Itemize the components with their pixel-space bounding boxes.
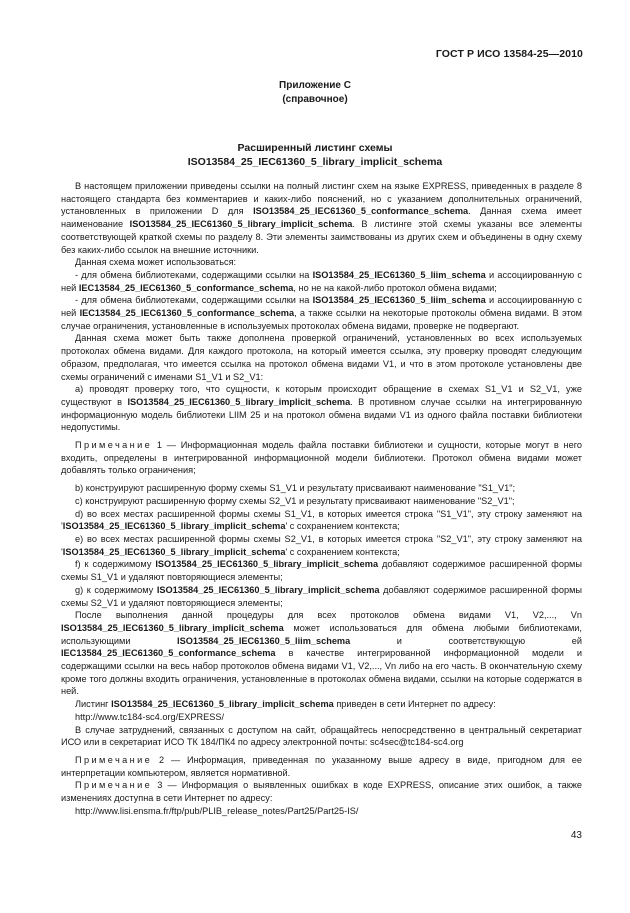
- document-body: [61, 180, 582, 817]
- after-procedure-paragraph: После выполнения данной процедуры для всех протоколов обмена видами V1, V2,..., Vn ISO13584_25_IEC61360_5_library_implicit_schema может использоваться для обмена любыми библиотеками, использующими ISO13584_25_IEC61360_5_liim_schema и соответствующую ей IEC13584_25_IEC61360_5_conformance_schema в качестве интегрированной информационной модели и содержащими ссылки на весь набор протоколов обмена видами V1, V2,..., Vn либо на его часть. В окончательную схему кроме того должны входить ограничения, установленные в протоколах обмена видами, ссылки на которые содержатся в ней.: [61, 610, 582, 697]
- list-item-f: f) к содержимому ISO13584_25_IEC61360_5_library_implicit_schema добавляют содержимое расширенной формы схемы S1_V1 и удаляют повторяющиеся элементы;: [61, 559, 582, 583]
- annex-heading: [0, 79, 630, 107]
- section-title-line1: Расширенный листинг схемы: [237, 142, 393, 154]
- list-item-d: d) во всех местах расширенной формы схемы S1_V1, в которых имеется строка "S1_V1", эту строку заменяют на 'ISO13584_25_IEC61360_5_library_implicit_schema' с сохранением контекста;: [61, 508, 582, 532]
- check-paragraph: Данная схема может быть также дополнена проверкой ограничений, установленных во всех используемых протоколах обмена видами. Для каждого протокола, на который имеется ссылка, эту проверку проводят следующим образом, предполагая, что имеется ссылка на протокол обмена видами V1, и что в этом протоколе установлены две схемы ограничений с именами S1_V1 и S2_V1:: [61, 333, 582, 382]
- list-item-c: с) конструируют расширенную форму схемы S2_V1 и результату присваивают наименование "S2_V1";: [75, 495, 515, 506]
- section-title: [0, 141, 630, 169]
- page-number: 43: [570, 830, 582, 841]
- section-title-line2: ISO13584_25_IEC61360_5_library_implicit_schema: [187, 156, 443, 168]
- use-item-1: - для обмена библиотеками, содержащими ссылки на ISO13584_25_IEC61360_5_liim_schema и ассоциированную с ней IEC13584_25_IEC61360_5_conformance_schema, но не на какой-либо протокол обмена видами;: [61, 269, 582, 293]
- note-1: Примечание 1 — Информационная модель файла поставки библиотеки и сущности, которые могут в него входить, определены в интегрированной информационной модели библиотеки. Протокол обмена видами может добавлять только ограничения;: [61, 440, 582, 476]
- list-item-b: b) конструируют расширенную форму схемы S1_V1 и результату присваивают наименование "S1_V1";: [75, 483, 516, 494]
- annex-subtitle: (справочное): [282, 94, 348, 105]
- note-3: Примечание 3 — Информация о выявленных ошибках в коде EXPRESS, описание этих ошибок, а также изменениях доступна в сети Интернет по адресу:: [61, 780, 582, 804]
- release-notes-url: http://www.lisi.ensma.fr/ftp/pub/PLIB_release_notes/Part25/Part25-IS/: [75, 805, 359, 816]
- express-url: http://www.tc184-sc4.org/EXPRESS/: [75, 711, 225, 722]
- list-item-a: а) проводят проверку того, что сущности, к которым происходит обращение в схемах S1_V1 и S2_V1, уже существуют в ISO13584_25_IEC61360_5_library_implicit_schema. В противном случае ссылки на интегрированную информационную модель библиотеки LIIM 25 и на протокол обмена видами V1 из одного файла поставки библиотеки недопустимы.: [61, 384, 582, 433]
- annex-title: Приложение С: [279, 80, 351, 91]
- standard-header: ГОСТ Р ИСО 13584-25—2010: [435, 48, 583, 60]
- use-item-2: - для обмена библиотеками, содержащими ссылки на ISO13584_25_IEC61360_5_liim_schema и ассоциированную с ней IEC13584_25_IEC61360_5_conformance_schema, а также ссылки на некоторые протоколы обмена видами. В этом случае ограничения, установленные в используемых протоколах обмена видами, проверке не подвергают.: [61, 295, 582, 331]
- list-item-e: е) во всех местах расширенной формы схемы S2_V1, в которых имеется строка "S2_V1", эту строку заменяют на 'ISO13584_25_IEC61360_5_library_implicit_schema' с сохранением контекста;: [61, 533, 582, 557]
- intro-paragraph: В настоящем приложении приведены ссылки на полный листинг схем на языке EXPRESS, приведенных в разделе 8 настоящего стандарта без комментариев и каких-либо пояснений, но с указанием дополнительных ограничений, установленных в приложении D для ISO13584_25_IEC61360_5_conformance_schema. Данная схема имеет наименование ISO13584_25_IEC61360_5_library_implicit_schema. В листинге этой схемы указаны все элементы соответствующей краткой схемы по разделу 8. Эти элементы заимствованы из других схем и объединены в одну схему без каких-либо ссылок на внешние источники.: [61, 181, 582, 255]
- note-2: Примечание 2 — Информация, приведенная по указанному выше адресу в виде, пригодном для ее интерпретации компьютером, является нормативной.: [61, 754, 582, 778]
- listing-paragraph: Листинг ISO13584_25_IEC61360_5_library_implicit_schema приведен в сети Интернет по адресу:: [75, 699, 496, 710]
- may-use-paragraph: Данная схема может использоваться:: [75, 257, 237, 268]
- difficulty-paragraph: В случае затруднений, связанных с доступом на сайт, обращайтесь непосредственно в центральный секретариат ИСО или в секретариат ИСО ТК 184/ПК4 по адресу электронной почты: sc4sec@tc184-sc4.org: [61, 724, 582, 748]
- list-item-g: g) к содержимому ISO13584_25_IEC61360_5_library_implicit_schema добавляют содержимое расширенной формы схемы S2_V1 и удаляют повторяющиеся элементы;: [61, 584, 582, 608]
